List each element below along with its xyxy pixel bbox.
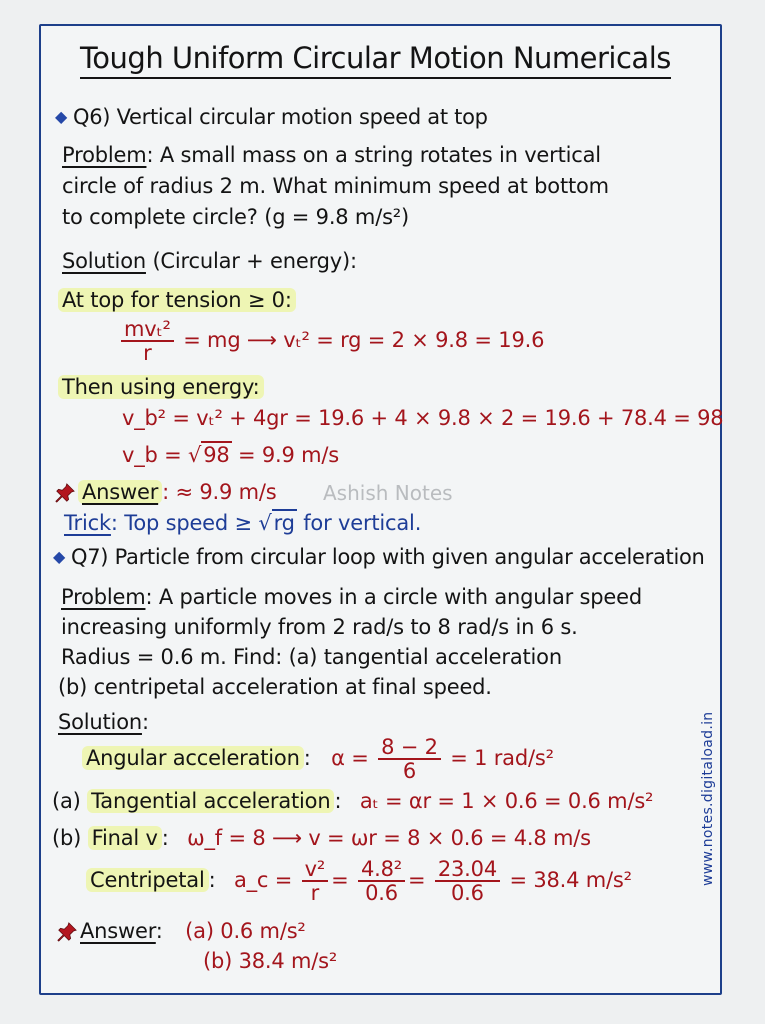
q7-angular-acceleration: Angular acceleration : α = $\frac{8 - 2}{6}$ = 1 rad/s² [82, 736, 554, 782]
q6-step2-label: Then using energy: [58, 372, 264, 403]
q7-answer: Answer: (a) 0.6 m/s² [56, 916, 306, 947]
q7-centripetal-acceleration: Centripetal : a_c = $\frac{\text{v²}}{r}$ = $\frac{\text{4.8²}}{0.6}$ = $\frac{23.04}{0.6}$ = 38.4 m/s² [86, 858, 632, 904]
problem-label: Problem [61, 585, 146, 609]
diamond-bullet-icon: ◆ [53, 547, 66, 566]
q7-answer-b: (b) 38.4 m/s² [203, 949, 338, 973]
q6-step1-equation: $\frac{\text{mvₜ²}}{r}$ = mg ⟶ vₜ² = rg = 2 × 9.8 = 19.6 [118, 318, 544, 364]
q7-solution-header: Solution: [58, 710, 149, 734]
diamond-bullet-icon: ◆ [55, 107, 68, 126]
pushpin-icon [54, 482, 76, 504]
q7-final-velocity: (b) Final v : ω_f = 8 ⟶ v = ωr = 8 × 0.6 = 4.8 m/s [52, 826, 591, 850]
q6-step1-label: At top for tension ≥ 0: [58, 285, 296, 316]
side-url: www.notes.digitaload.in [700, 711, 716, 886]
q6-energy-equation: v_b² = vₜ² + 4gr = 19.6 + 4 × 9.8 × 2 = 19.6 + 78.4 = 98 [122, 406, 724, 430]
q7-tangential-acceleration: (a) Tangential acceleration : aₜ = αr = 1 × 0.6 = 0.6 m/s² [52, 789, 654, 813]
pushpin-icon [56, 921, 78, 943]
q6-vb-result: v_b = √98 = 9.9 m/s [122, 443, 340, 467]
q7-heading: ◆ Q7) Particle from circular loop with given angular acceleration [53, 545, 705, 569]
q6-problem: Problem: A small mass on a string rotates in vertical circle of radius 2 m. What minimum speed at bottom to complete circle? (g = 9.8 m/s²) [62, 143, 609, 229]
q6-heading: ◆ Q6) Vertical circular motion speed at top [55, 105, 488, 129]
q6-answer: Answer : ≈ 9.9 m/s [54, 477, 277, 508]
problem-label: Problem [62, 143, 147, 167]
q7-problem: Problem: A particle moves in a circle with angular speed increasing uniformly from 2 rad/s to 8 rad/s in 6 s. Radius = 0.6 m. Find: (a) tangential acceleration (b) centripetal acceleration at final speed. [58, 585, 642, 699]
watermark: Ashish Notes [323, 481, 453, 505]
q6-trick: Trick: Top speed ≥ √rg for vertical. [64, 511, 422, 535]
q6-solution-header: Solution (Circular + energy): [62, 249, 357, 273]
page-title: Tough Uniform Circular Motion Numericals [80, 40, 671, 79]
